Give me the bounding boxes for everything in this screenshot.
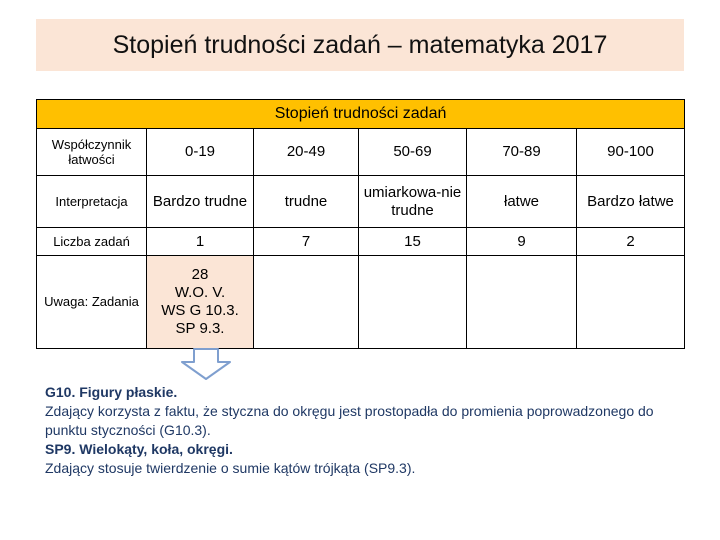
notes-heading: SP9. Wielokąty, koła, okręgi. (45, 441, 233, 457)
notes-row-label: Uwaga: Zadania (44, 294, 139, 309)
notes-text: Zdający korzysta z faktu, że styczna do okręgu jest prostopadła do promienia poprowadzonego do punktu styczności (G10.3). (45, 403, 654, 438)
table-cell: Bardzo łatwe (577, 176, 685, 228)
table-cell: 7 (254, 228, 359, 256)
table-row (37, 256, 685, 349)
table-cell: 70-89 (467, 129, 577, 176)
note-line: 28 (191, 266, 209, 283)
title-banner (36, 19, 684, 71)
table-cell: umiarkowa-nie trudne (359, 176, 467, 228)
difficulty-table (36, 99, 685, 349)
note-line: WS G 10.3. (161, 302, 239, 319)
table-row (37, 129, 685, 176)
down-arrow-icon (180, 348, 232, 380)
note-line: W.O. V. (174, 284, 226, 301)
row-label (37, 256, 147, 349)
table-cell: 20-49 (254, 129, 359, 176)
table-cell: Bardzo trudne (147, 176, 254, 228)
table-cell: 50-69 (359, 129, 467, 176)
empty-cell (467, 256, 577, 349)
notes-text: Zdający stosuje twierdzenie o sumie kątów trójkąta (SP9.3). (45, 460, 416, 476)
table-cell: 9 (467, 228, 577, 256)
row-label: Interpretacja (37, 176, 147, 228)
empty-cell (359, 256, 467, 349)
note-cell (147, 256, 254, 349)
table-cell: 1 (147, 228, 254, 256)
notes-heading: G10. Figury płaskie. (45, 384, 178, 400)
table-cell: 0-19 (147, 129, 254, 176)
table-cell: trudne (254, 176, 359, 228)
row-label: Liczba zadań (37, 228, 147, 256)
empty-cell (254, 256, 359, 349)
table-header: Stopień trudności zadań (37, 100, 685, 129)
table-row (37, 228, 685, 256)
table-cell: 15 (359, 228, 467, 256)
note-line: SP 9.3. (175, 320, 225, 337)
table-cell: 90-100 (577, 129, 685, 176)
empty-cell (577, 256, 685, 349)
notes-section (45, 383, 685, 478)
table-row (37, 176, 685, 228)
table-cell: 2 (577, 228, 685, 256)
table-header-row (37, 100, 685, 129)
row-label: Współczynnik łatwości (37, 129, 147, 176)
slide-title: Stopień trudności zadań – matematyka 2017 (112, 30, 608, 59)
table-cell: łatwe (467, 176, 577, 228)
